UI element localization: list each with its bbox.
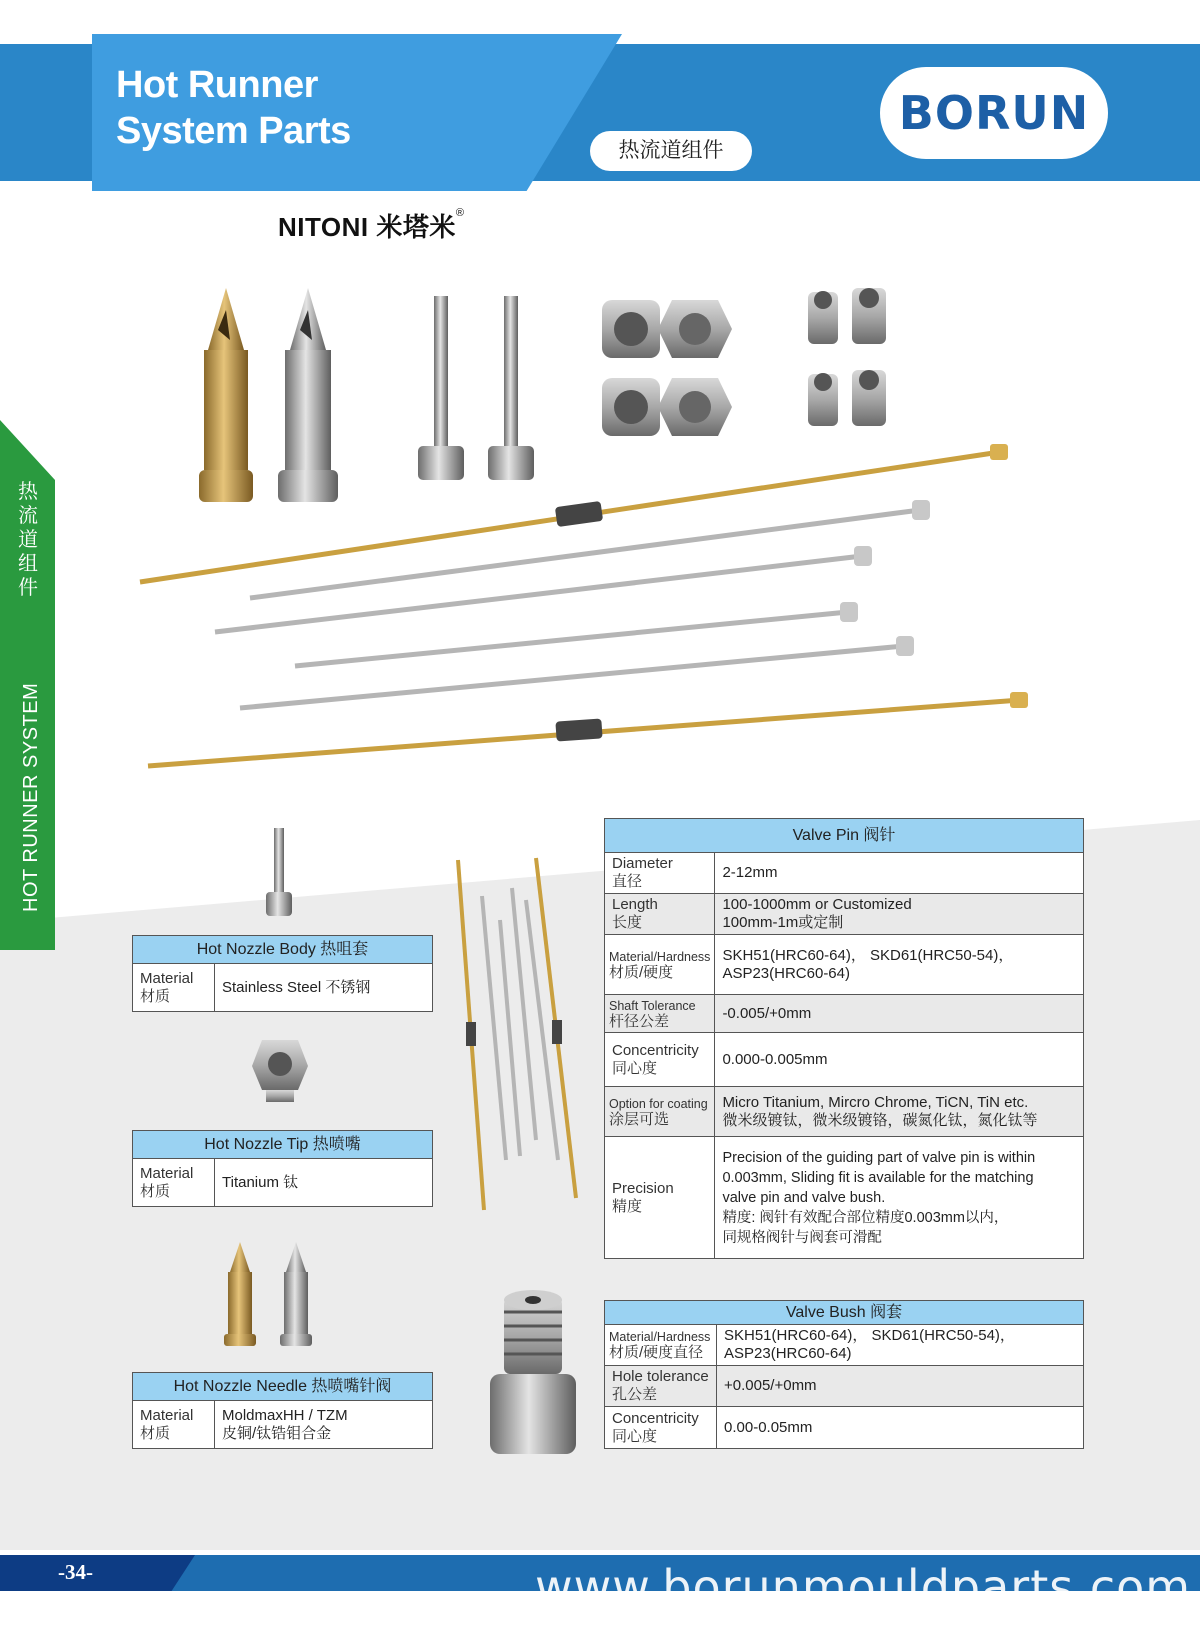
label-en: Length <box>612 896 658 913</box>
value-line: -0.005/+0mm <box>722 1004 812 1022</box>
hot-nozzle-body-thumb <box>266 828 292 916</box>
table-title: Valve Pin 阀针 <box>605 819 1084 853</box>
side-char: 件 <box>18 577 38 599</box>
row-label <box>605 853 715 894</box>
side-char: 流 <box>18 505 38 527</box>
row-label <box>605 935 715 995</box>
label-en: Option for coating <box>609 1096 708 1111</box>
row-value <box>715 853 1084 894</box>
value-line: 同规格阀针与阀套可滑配 <box>722 1229 882 1246</box>
footer-page-panel <box>0 1555 195 1591</box>
nozzle-tip-images <box>602 288 886 436</box>
value-line: ASP23(HRC60-64) <box>722 964 850 982</box>
row-value <box>717 1366 1084 1407</box>
label-cn: 材质/硬度直径 <box>609 1344 704 1361</box>
brand-text: NITONI 米塔米 <box>278 212 456 242</box>
value-line: +0.005/+0mm <box>724 1377 817 1394</box>
hot-nozzle-body-table <box>132 935 433 1012</box>
vertical-valve-pins-image <box>458 858 576 1210</box>
label-cn: 同心度 <box>612 1427 658 1445</box>
table-title: Valve Bush 阀套 <box>605 1301 1084 1325</box>
nozzle-body-image-1 <box>418 296 464 480</box>
value-line: 100mm-1m或定制 <box>722 914 844 931</box>
logo-text: BORUN <box>898 86 1090 140</box>
row-label <box>605 1325 717 1366</box>
row-value <box>715 894 1084 935</box>
valve-pins-image <box>140 444 1028 766</box>
label-en: Concentricity <box>612 1041 699 1059</box>
side-char: 组 <box>18 553 38 575</box>
label-en: Material <box>140 969 194 987</box>
row-value <box>715 1033 1084 1087</box>
value-line: 2-12mm <box>722 864 778 881</box>
row-label <box>605 1087 715 1137</box>
label-cn: 孔公差 <box>612 1386 658 1403</box>
value-line: 100-1000mm or Customized <box>722 896 912 913</box>
side-tab-en: HOT RUNNER SYSTEM <box>20 682 42 912</box>
value-line: SKH51(HRC60-64)， SKD61(HRC50-54)， <box>724 1327 1015 1344</box>
table-title: Hot Nozzle Needle 热喷嘴针阀 <box>133 1373 433 1401</box>
row-value <box>717 1407 1084 1449</box>
label-cn: 材质/硬度 <box>609 963 674 981</box>
label-cn: 杆径公差 <box>609 1012 670 1030</box>
table-title: Hot Nozzle Tip 热喷嘴 <box>133 1131 433 1159</box>
value-line: 精度: 阀针有效配合部位精度0.003mm以内， <box>722 1209 1009 1226</box>
row-label <box>605 1366 717 1407</box>
label-en: Diameter <box>612 855 673 872</box>
material-value <box>215 1401 433 1449</box>
hot-nozzle-tip-table <box>132 1130 433 1207</box>
label-en: Precision <box>612 1179 674 1197</box>
footer-website: www.borunmouldparts.com <box>535 1560 1192 1614</box>
value-line: Micro Titanium, Mircro Chrome, TiCN, TiN etc. <box>722 1093 1029 1111</box>
nozzle-needle-steel-image <box>278 288 338 502</box>
value-line: SKH51(HRC60-64)， SKD61(HRC50-54)， <box>722 946 1014 964</box>
nozzle-needle-gold-image <box>199 288 253 502</box>
side-char: 道 <box>18 529 38 551</box>
label-cn: 精度 <box>612 1197 643 1215</box>
value-line: ASP23(HRC60-64) <box>724 1345 852 1362</box>
hot-nozzle-tip-thumb <box>252 1040 308 1102</box>
row-label <box>605 995 715 1033</box>
row-value <box>715 1137 1084 1259</box>
material-value: Titanium 钛 <box>215 1159 433 1207</box>
valve-pin-table <box>604 818 1084 1259</box>
row-value <box>715 1087 1084 1137</box>
row-label <box>605 1407 717 1449</box>
label-cn: 材质 <box>140 1424 171 1442</box>
value-line: 微米级镀钛，微米级镀铬，碳氮化钛，氮化钛等 <box>722 1111 1038 1129</box>
value-line: 0.000-0.005mm <box>722 1050 828 1068</box>
label-en: Shaft Tolerance <box>609 998 696 1013</box>
value-line: valve pin and valve bush. <box>722 1189 886 1206</box>
row-value <box>715 995 1084 1033</box>
row-value <box>717 1325 1084 1366</box>
label-cn: 材质 <box>140 1182 171 1200</box>
value-line: 0.00-0.05mm <box>724 1418 813 1436</box>
value-line: 皮铜/钛锆钼合金 <box>222 1424 332 1442</box>
row-value <box>715 935 1084 995</box>
value-line: 0.003mm, Sliding fit is available for the matching <box>722 1169 1034 1186</box>
label-en: Material <box>140 1164 194 1182</box>
table-title: Hot Nozzle Body 热咀套 <box>133 936 433 964</box>
material-value: Stainless Steel 不锈钢 <box>215 964 433 1012</box>
row-label <box>605 894 715 935</box>
label-en: Concentricity <box>612 1409 699 1427</box>
title-line-1: Hot Runner <box>116 64 318 106</box>
title-line-2: System Parts <box>116 110 351 152</box>
label-en: Material <box>140 1406 194 1424</box>
valve-bush-image <box>490 1290 576 1454</box>
hot-nozzle-needle-thumb <box>224 1242 312 1346</box>
row-label <box>605 1033 715 1087</box>
value-line: MoldmaxHH / TZM <box>222 1406 348 1424</box>
material-label <box>133 964 215 1012</box>
label-cn: 涂层可选 <box>609 1110 670 1128</box>
label-cn: 同心度 <box>612 1059 658 1077</box>
label-en: Material/Hardness <box>609 949 711 964</box>
label-cn: 材质 <box>140 987 171 1005</box>
label-cn: 直径 <box>612 873 643 890</box>
registered-mark: ® <box>455 207 465 219</box>
page-number: -34- <box>58 1560 93 1584</box>
material-label <box>133 1159 215 1207</box>
row-label <box>605 1137 715 1259</box>
chinese-title-badge: 热流道组件 <box>590 131 752 171</box>
material-label <box>133 1401 215 1449</box>
label-cn: 长度 <box>612 914 643 931</box>
value-line: Precision of the guiding part of valve pin is within <box>722 1149 1036 1166</box>
label-en: Hole tolerance <box>612 1368 709 1385</box>
nozzle-body-image-2 <box>488 296 534 480</box>
side-char: 热 <box>18 481 38 503</box>
hot-nozzle-needle-table <box>132 1372 433 1449</box>
label-en: Material/Hardness <box>609 1330 711 1344</box>
valve-bush-table <box>604 1300 1084 1449</box>
